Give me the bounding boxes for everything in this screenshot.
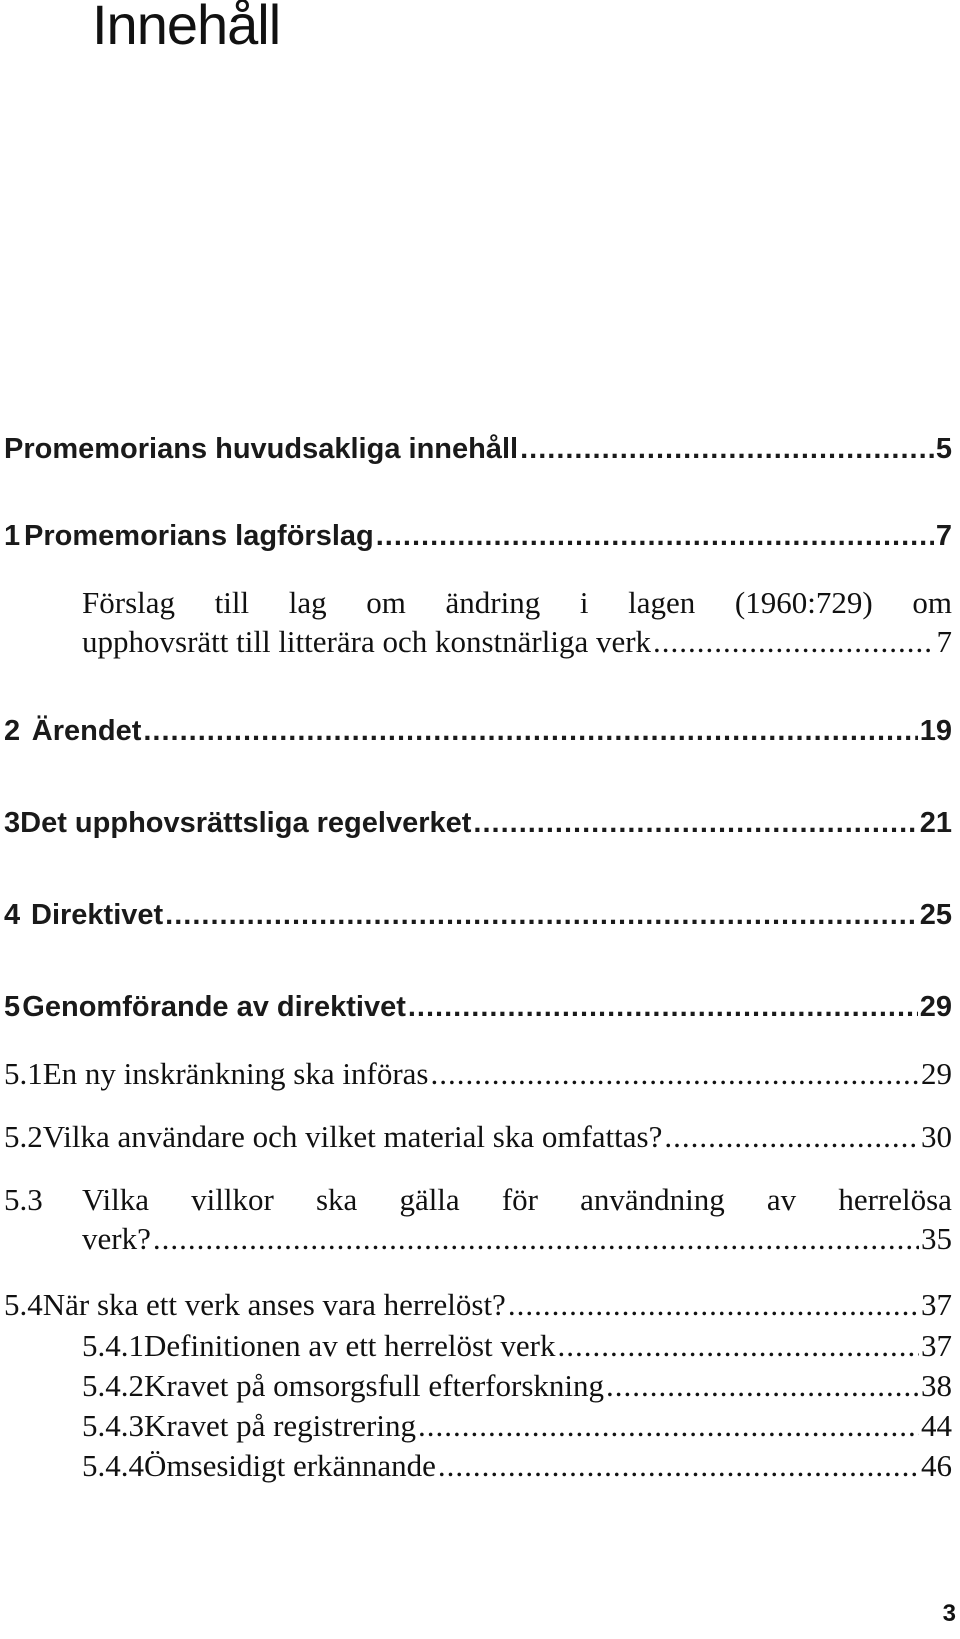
toc-word: ska — [315, 1182, 358, 1217]
toc-entry-number: 5.4.1 — [82, 1328, 144, 1363]
toc-word: i — [579, 585, 589, 620]
toc-leader-dots — [153, 1221, 919, 1257]
toc-entry-chapter-4[interactable] — [4, 899, 952, 932]
toc-word: användning — [580, 1182, 725, 1217]
toc-entry-number: 3 — [4, 807, 21, 839]
toc-entry-label: En ny inskränkning ska införas — [42, 1056, 429, 1091]
toc-entry-page: 46 — [921, 1448, 952, 1483]
toc-entry-number: 1 — [4, 520, 21, 552]
toc-entry-label: Det upphovsrättsliga regelverket — [20, 807, 472, 839]
toc-entry-section-5-4-1[interactable] — [82, 1328, 952, 1364]
toc-leader-dots — [557, 1328, 919, 1364]
toc-entry-label: Kravet på omsorgsfull efterforskning — [144, 1368, 605, 1403]
toc-entry-number: 5.2 — [4, 1119, 43, 1154]
toc-word: om — [912, 585, 952, 620]
toc-word: (1960:729) — [734, 585, 873, 620]
toc-entry-number: 2 — [4, 715, 21, 747]
toc-entry-number: 5.4.3 — [82, 1408, 144, 1443]
toc-entry-number: 5.4 — [4, 1287, 43, 1322]
toc-entry-label: Vilka användare och vilket material ska omfattas? — [42, 1119, 663, 1154]
toc-entry-page: 19 — [919, 715, 952, 747]
toc-entry-page: 29 — [919, 991, 952, 1023]
toc-entry-section-5-3-line1[interactable] — [4, 1182, 952, 1218]
toc-leader-dots — [606, 1368, 919, 1404]
toc-entry-label: verk? — [82, 1221, 151, 1256]
toc-entry-chapter-3[interactable] — [4, 807, 952, 840]
toc-entry-page: 29 — [921, 1056, 952, 1091]
toc-entry-label: När ska ett verk anses vara herrelöst? — [42, 1287, 506, 1322]
toc-word: om — [366, 585, 406, 620]
toc-entry-label: Ömsesidigt erkännande — [144, 1448, 436, 1483]
toc-entry-label: Direktivet — [31, 899, 164, 931]
toc-word: gälla — [399, 1182, 460, 1217]
toc-entry-number: 5.4.2 — [82, 1368, 144, 1403]
toc-entry-label: Ärendet — [31, 715, 142, 747]
toc-entry-law-proposal-line1[interactable] — [82, 585, 952, 621]
toc-entry-chapter-5[interactable] — [4, 991, 952, 1024]
toc-entry-number: 5.4.4 — [82, 1448, 144, 1483]
toc-entry-label: Genomförande av direktivet — [22, 991, 406, 1023]
toc-entry-law-proposal-line2[interactable] — [82, 624, 952, 660]
toc-entry-chapter-1[interactable] — [4, 520, 952, 553]
toc-entry-page: 44 — [921, 1408, 952, 1443]
toc-entry-page: 25 — [919, 899, 952, 931]
toc-entry-section-5-4-2[interactable] — [82, 1368, 952, 1404]
toc-word: till — [214, 585, 250, 620]
toc-entry-number: 5.3 — [4, 1182, 43, 1217]
toc-word: ändring — [445, 585, 541, 620]
toc-entry-chapter-2[interactable] — [4, 715, 952, 748]
toc-entry-label: Kravet på registrering — [144, 1408, 416, 1443]
toc-entry-page: 37 — [921, 1328, 952, 1363]
toc-entry-section-5-3-line2[interactable] — [82, 1221, 952, 1257]
toc-entry-page: 30 — [921, 1119, 952, 1154]
toc-entry-section-5-1[interactable] — [4, 1056, 952, 1092]
toc-leader-dots — [653, 624, 934, 660]
toc-leader-dots — [165, 899, 918, 932]
toc-leader-dots — [438, 1448, 919, 1484]
toc-word: lag — [288, 585, 327, 620]
toc-entry-section-5-4[interactable] — [4, 1287, 952, 1323]
toc-leader-dots — [520, 433, 934, 466]
toc-leader-dots — [430, 1056, 919, 1092]
toc-leader-dots — [473, 807, 917, 840]
toc-word: för — [501, 1182, 538, 1217]
toc-word: av — [766, 1182, 797, 1217]
toc-word: Vilka — [82, 1182, 150, 1217]
toc-entry-label: Promemorians lagförslag — [24, 520, 374, 552]
page-number: 3 — [942, 1600, 956, 1627]
toc-entry-summary[interactable] — [4, 433, 952, 466]
toc-leader-dots — [664, 1119, 919, 1155]
toc-leader-dots — [143, 715, 917, 748]
toc-entry-number: 4 — [4, 899, 21, 931]
toc-leader-dots — [508, 1287, 919, 1323]
toc-entry-section-5-2[interactable] — [4, 1119, 952, 1155]
toc-leader-dots — [408, 991, 918, 1024]
toc-word: lagen — [628, 585, 696, 620]
toc-leader-dots — [418, 1408, 919, 1444]
toc-entry-label: upphovsrätt till litterära och konstnärliga verk — [82, 624, 652, 659]
toc-entry-label: Promemorians huvudsakliga innehåll — [4, 433, 519, 465]
toc-entry-section-5-4-4[interactable] — [82, 1448, 952, 1484]
toc-entry-page: 38 — [921, 1368, 952, 1403]
toc-entry-page: 5 — [935, 433, 952, 465]
toc-entry-page: 37 — [921, 1287, 952, 1322]
toc-word: villkor — [191, 1182, 274, 1217]
toc-entry-label: Definitionen av ett herrelöst verk — [144, 1328, 556, 1363]
toc-entry-page: 7 — [936, 624, 952, 659]
toc-word: herrelösa — [838, 1182, 952, 1217]
toc-entry-page: 21 — [919, 807, 952, 839]
toc-leader-dots — [376, 520, 934, 553]
page-title: Innehåll — [92, 0, 281, 56]
toc-entry-number: 5 — [4, 991, 21, 1023]
toc-entry-page: 7 — [935, 520, 952, 552]
toc-entry-number: 5.1 — [4, 1056, 43, 1091]
toc-entry-label — [82, 1182, 952, 1218]
toc-word: Förslag — [82, 585, 175, 620]
toc-entry-section-5-4-3[interactable] — [82, 1408, 952, 1444]
toc-entry-page: 35 — [921, 1221, 952, 1256]
